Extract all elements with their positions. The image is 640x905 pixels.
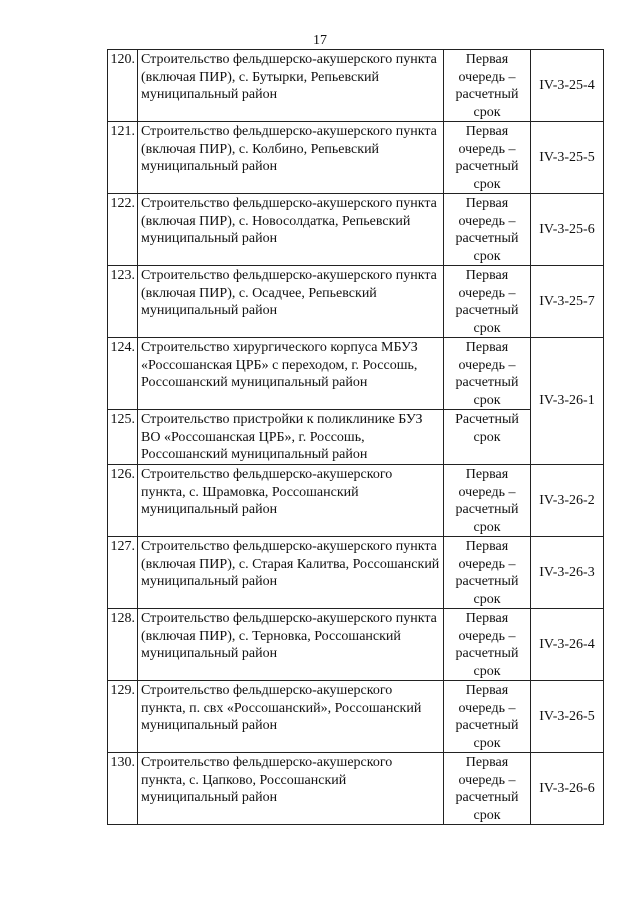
- row-number: 125.: [108, 410, 138, 465]
- row-description: Строительство фельдшерско-акушерского пункта (включая ПИР), с. Бутырки, Репьевский муниципальный район: [138, 50, 444, 122]
- facilities-table: [107, 49, 604, 825]
- row-stage: Первая очередь – расчетный срок: [444, 266, 531, 338]
- row-code: IV-3-26-6: [531, 753, 604, 825]
- row-number: 124.: [108, 338, 138, 410]
- table-row: [108, 609, 604, 681]
- row-number: 130.: [108, 753, 138, 825]
- row-number: 122.: [108, 194, 138, 266]
- row-code: IV-3-25-6: [531, 194, 604, 266]
- page-number: 17: [313, 33, 327, 48]
- table-row: [108, 410, 604, 465]
- row-description: Строительство фельдшерско-акушерского пункта (включая ПИР), с. Старая Калитва, Россошанский муниципальный район: [138, 537, 444, 609]
- row-stage: Первая очередь – расчетный срок: [444, 537, 531, 609]
- row-stage: Первая очередь – расчетный срок: [444, 753, 531, 825]
- row-number: 123.: [108, 266, 138, 338]
- row-stage: Первая очередь – расчетный срок: [444, 681, 531, 753]
- table-row: [108, 50, 604, 122]
- table-row: [108, 122, 604, 194]
- row-code: IV-3-25-5: [531, 122, 604, 194]
- row-description: Строительство фельдшерско-акушерского пункта, с. Цапково, Россошанский муниципальный район: [138, 753, 444, 825]
- table-row: [108, 266, 604, 338]
- row-code: IV-3-26-1: [531, 338, 604, 465]
- row-description: Строительство хирургического корпуса МБУЗ «Россошанская ЦРБ» с переходом, г. Россошь, Россошанский муниципальный район: [138, 338, 444, 410]
- row-stage: Расчетный срок: [444, 410, 531, 465]
- row-description: Строительство фельдшерско-акушерского пункта (включая ПИР), с. Новосолдатка, Репьевский муниципальный район: [138, 194, 444, 266]
- table-row: [108, 681, 604, 753]
- row-code: IV-3-26-5: [531, 681, 604, 753]
- row-stage: Первая очередь – расчетный срок: [444, 122, 531, 194]
- row-code: IV-3-26-2: [531, 465, 604, 537]
- row-stage: Первая очередь – расчетный срок: [444, 50, 531, 122]
- row-description: Строительство фельдшерско-акушерского пункта (включая ПИР), с. Колбино, Репьевский муниципальный район: [138, 122, 444, 194]
- row-stage: Первая очередь – расчетный срок: [444, 465, 531, 537]
- table-row: [108, 194, 604, 266]
- row-stage: Первая очередь – расчетный срок: [444, 609, 531, 681]
- table-row: [108, 753, 604, 825]
- row-description: Строительство фельдшерско-акушерского пункта (включая ПИР), с. Осадчее, Репьевский муниципальный район: [138, 266, 444, 338]
- row-stage: Первая очередь – расчетный срок: [444, 194, 531, 266]
- row-number: 120.: [108, 50, 138, 122]
- row-code: IV-3-25-4: [531, 50, 604, 122]
- row-description: Строительство пристройки к поликлинике БУЗ ВО «Россошанская ЦРБ», г. Россошь, Россошанский муниципальный район: [138, 410, 444, 465]
- row-code: IV-3-25-7: [531, 266, 604, 338]
- row-code: IV-3-26-4: [531, 609, 604, 681]
- row-number: 126.: [108, 465, 138, 537]
- row-description: Строительство фельдшерско-акушерского пункта, с. Шрамовка, Россошанский муниципальный район: [138, 465, 444, 537]
- row-number: 121.: [108, 122, 138, 194]
- row-description: Строительство фельдшерско-акушерского пункта (включая ПИР), с. Терновка, Россошанский муниципальный район: [138, 609, 444, 681]
- table-row: [108, 537, 604, 609]
- row-code: IV-3-26-3: [531, 537, 604, 609]
- table-row: [108, 465, 604, 537]
- row-stage: Первая очередь – расчетный срок: [444, 338, 531, 410]
- table-row: [108, 338, 604, 410]
- row-number: 129.: [108, 681, 138, 753]
- row-description: Строительство фельдшерско-акушерского пункта, п. свх «Россошанский», Россошанский муниципальный район: [138, 681, 444, 753]
- row-number: 128.: [108, 609, 138, 681]
- row-number: 127.: [108, 537, 138, 609]
